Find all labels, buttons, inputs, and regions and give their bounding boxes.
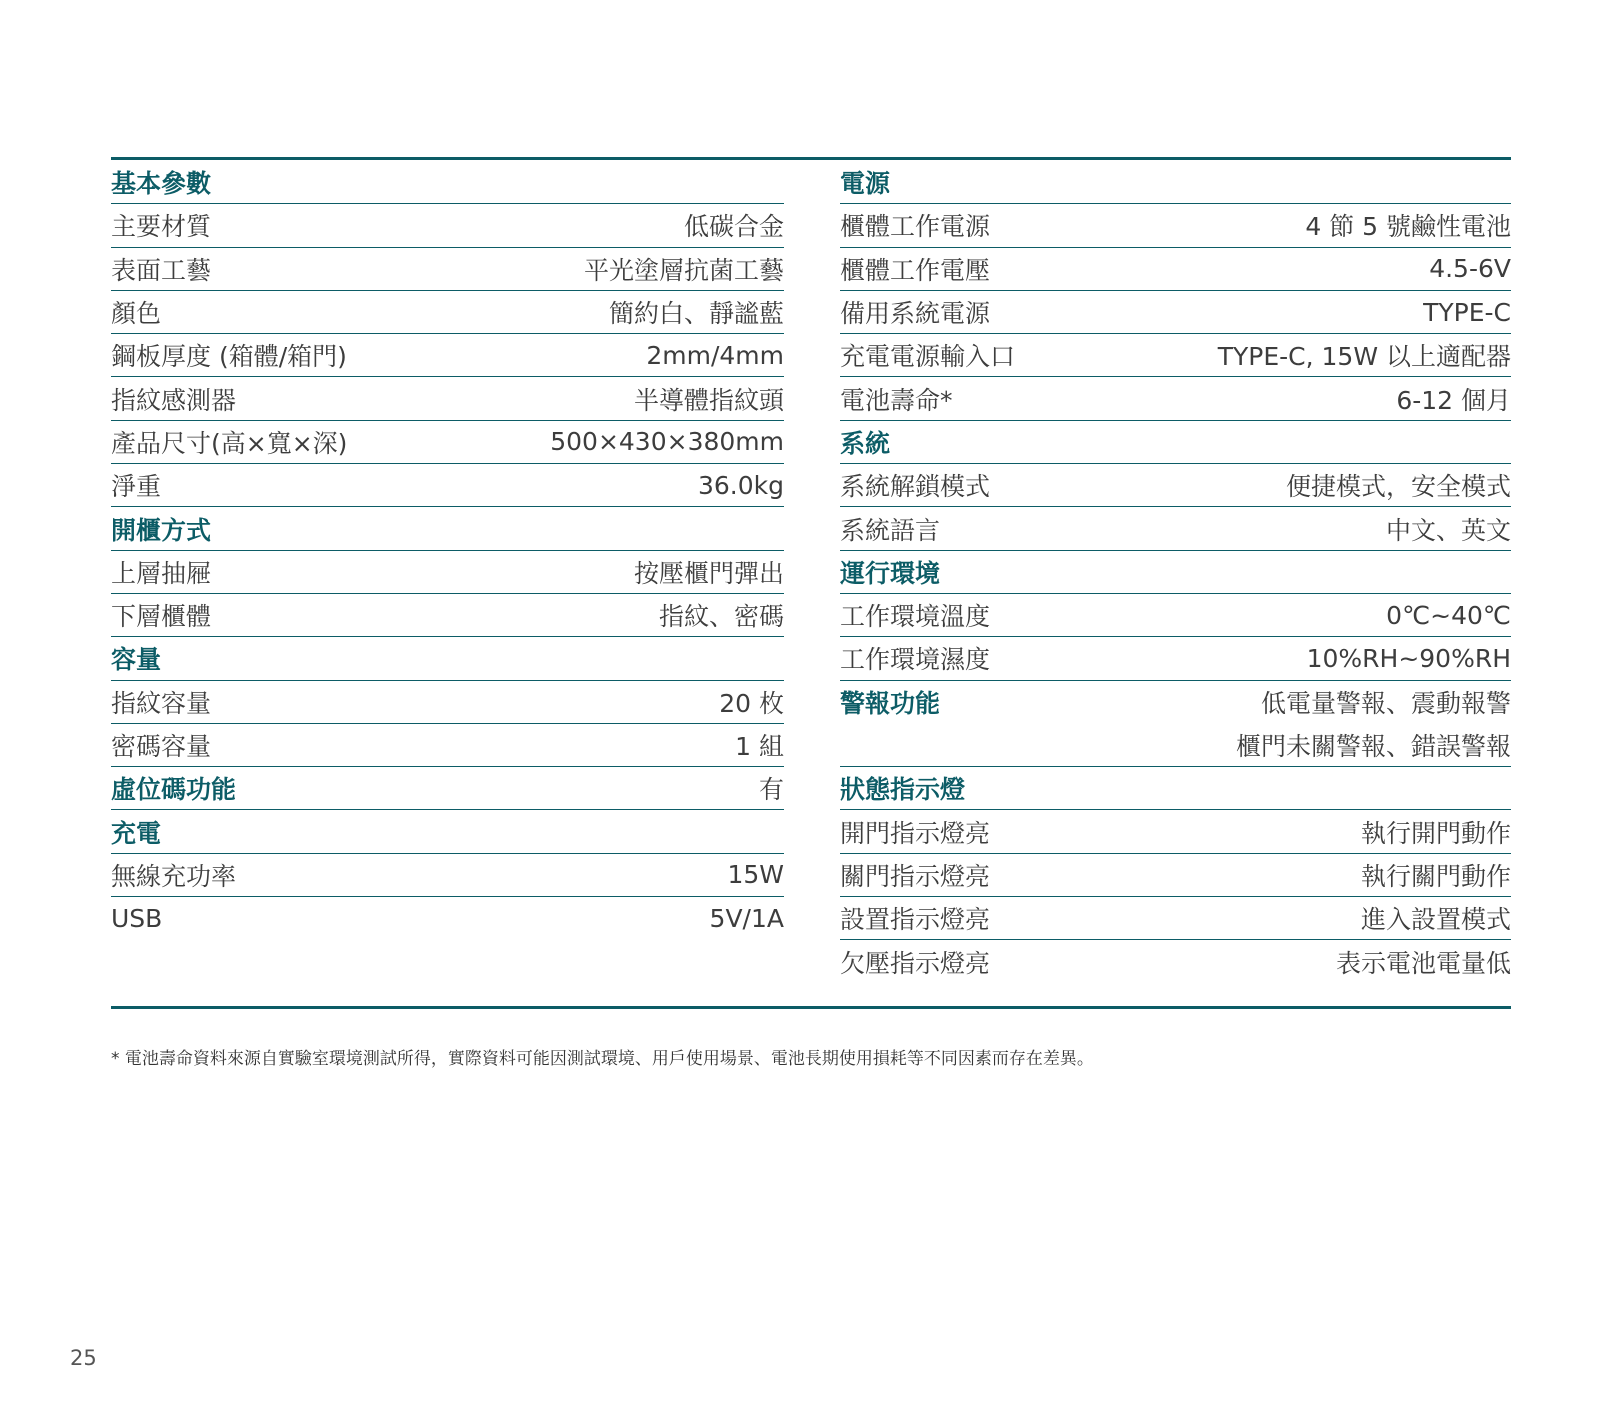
spec-value: 便捷模式，安全模式 [1285, 472, 1511, 502]
spec-value: 10%RH~90%RH [1306, 643, 1511, 673]
section-title: 虛位碼功能 [111, 775, 237, 805]
spec-label: 欠壓指示燈亮 [840, 948, 991, 978]
spec-row [111, 724, 784, 767]
spec-value: 低碳合金 [683, 212, 784, 242]
battery-footnote: * 電池壽命資料來源自實驗室環境測試所得，實際資料可能因測試環境、用戶使用場景、電池長期使用損耗等不同因素而存在差異。 [111, 1049, 1094, 1069]
spec-row [840, 854, 1511, 897]
spec-label: 主要材質 [111, 212, 212, 242]
spec-label: 淨重 [111, 472, 162, 502]
section-title: 狀態指示燈 [840, 775, 966, 805]
spec-value: 中文、英文 [1385, 515, 1511, 545]
section-title: 警報功能 [840, 689, 941, 719]
spec-value: 半導體指紋頭 [633, 385, 784, 415]
spec-label: 櫃體工作電壓 [840, 255, 991, 285]
spec-value: 低電量警報、震動報警 [1260, 689, 1511, 719]
spec-row [111, 421, 784, 464]
spec-row [111, 204, 784, 247]
spec-label: 上層抽屜 [111, 558, 212, 588]
spec-value: 0℃~40℃ [1386, 600, 1511, 630]
spec-value: 5V/1A [709, 904, 784, 934]
spec-table [111, 157, 1511, 1009]
spec-label: 關門指示燈亮 [840, 861, 991, 891]
spec-row [840, 204, 1511, 247]
spec-row [840, 377, 1511, 420]
spec-value: 4 節 5 號鹼性電池 [1305, 212, 1511, 242]
spec-section-header [111, 810, 784, 853]
spec-value: 進入設置模式 [1360, 905, 1511, 935]
spec-label: 下層櫃體 [111, 602, 212, 632]
spec-value: 執行關門動作 [1360, 861, 1511, 891]
spec-value: 6-12 個月 [1396, 385, 1511, 415]
spec-row [840, 291, 1511, 334]
spec-label: USB [111, 904, 163, 934]
spec-label: 電池壽命* [840, 385, 953, 415]
spec-value: TYPE-C, 15W 以上適配器 [1217, 342, 1511, 372]
spec-section-header [840, 767, 1511, 810]
spec-label: 充電電源輸入口 [840, 342, 1016, 372]
spec-value: 簡約白、靜謐藍 [608, 299, 784, 329]
spec-value: 1 組 [735, 732, 784, 761]
spec-row [840, 810, 1511, 853]
spec-row [840, 940, 1511, 983]
spec-row [111, 248, 784, 291]
spec-label: 表面工藝 [111, 255, 212, 285]
spec-label: 無線充功率 [111, 861, 237, 891]
spec-label: 指紋感測器 [111, 385, 237, 415]
spec-label: 顏色 [111, 299, 162, 329]
spec-row [840, 507, 1511, 550]
spec-row [840, 724, 1511, 767]
spec-value: 15W [727, 860, 784, 890]
spec-label: 設置指示燈亮 [840, 905, 991, 935]
spec-value: 櫃門未關警報、錯誤警報 [1235, 732, 1511, 761]
section-title: 運行環境 [840, 558, 941, 588]
spec-label: 系統語言 [840, 515, 941, 545]
spec-section-header [111, 637, 784, 680]
spec-value: 有 [758, 775, 784, 805]
page-number: 25 [70, 1346, 97, 1370]
section-title: 電源 [840, 168, 891, 198]
spec-label: 系統解鎖模式 [840, 472, 991, 502]
spec-section-header [840, 421, 1511, 464]
spec-section-header [840, 551, 1511, 594]
spec-value: 4.5-6V [1429, 254, 1511, 284]
spec-row [840, 248, 1511, 291]
spec-value: 表示電池電量低 [1335, 948, 1511, 978]
spec-row [111, 464, 784, 507]
spec-section-header [111, 507, 784, 550]
spec-row [840, 637, 1511, 680]
spec-row [111, 854, 784, 897]
spec-value: 2mm/4mm [646, 340, 784, 370]
spec-label: 工作環境濕度 [840, 645, 991, 675]
spec-value: 20 枚 [719, 688, 784, 718]
spec-row [111, 291, 784, 334]
spec-label: 指紋容量 [111, 688, 212, 718]
spec-section-header [840, 681, 1511, 724]
left-spec-column [111, 160, 784, 940]
spec-row [111, 897, 784, 940]
spec-row [111, 334, 784, 377]
spec-section-header [840, 160, 1511, 204]
spec-section-header [111, 160, 784, 204]
spec-row [840, 464, 1511, 507]
section-title: 充電 [111, 818, 162, 848]
spec-label: 產品尺寸(高×寬×深) [111, 428, 348, 458]
spec-value: 按壓櫃門彈出 [633, 558, 784, 588]
spec-value: 指紋、密碼 [658, 602, 784, 632]
spec-section-header [111, 767, 784, 810]
spec-value: TYPE-C [1423, 297, 1511, 327]
spec-row [111, 681, 784, 724]
spec-label: 櫃體工作電源 [840, 212, 991, 242]
spec-row [111, 377, 784, 420]
spec-label: 工作環境溫度 [840, 602, 991, 632]
right-spec-column [840, 160, 1511, 984]
spec-row [840, 594, 1511, 637]
spec-label: 鋼板厚度 (箱體/箱門) [111, 342, 347, 372]
section-title: 容量 [111, 645, 162, 675]
spec-value: 36.0kg [697, 470, 784, 500]
spec-value: 執行開門動作 [1360, 818, 1511, 848]
spec-row [840, 334, 1511, 377]
section-title: 系統 [840, 428, 891, 458]
spec-label: 密碼容量 [111, 732, 212, 761]
spec-row [840, 897, 1511, 940]
section-title: 開櫃方式 [111, 515, 212, 545]
spec-label: 備用系統電源 [840, 299, 991, 329]
section-title: 基本參數 [111, 168, 212, 198]
spec-value: 平光塗層抗菌工藝 [583, 255, 784, 285]
spec-label: 開門指示燈亮 [840, 818, 991, 848]
spec-row [111, 594, 784, 637]
spec-value: 500×430×380mm [550, 427, 784, 457]
spec-row [111, 551, 784, 594]
